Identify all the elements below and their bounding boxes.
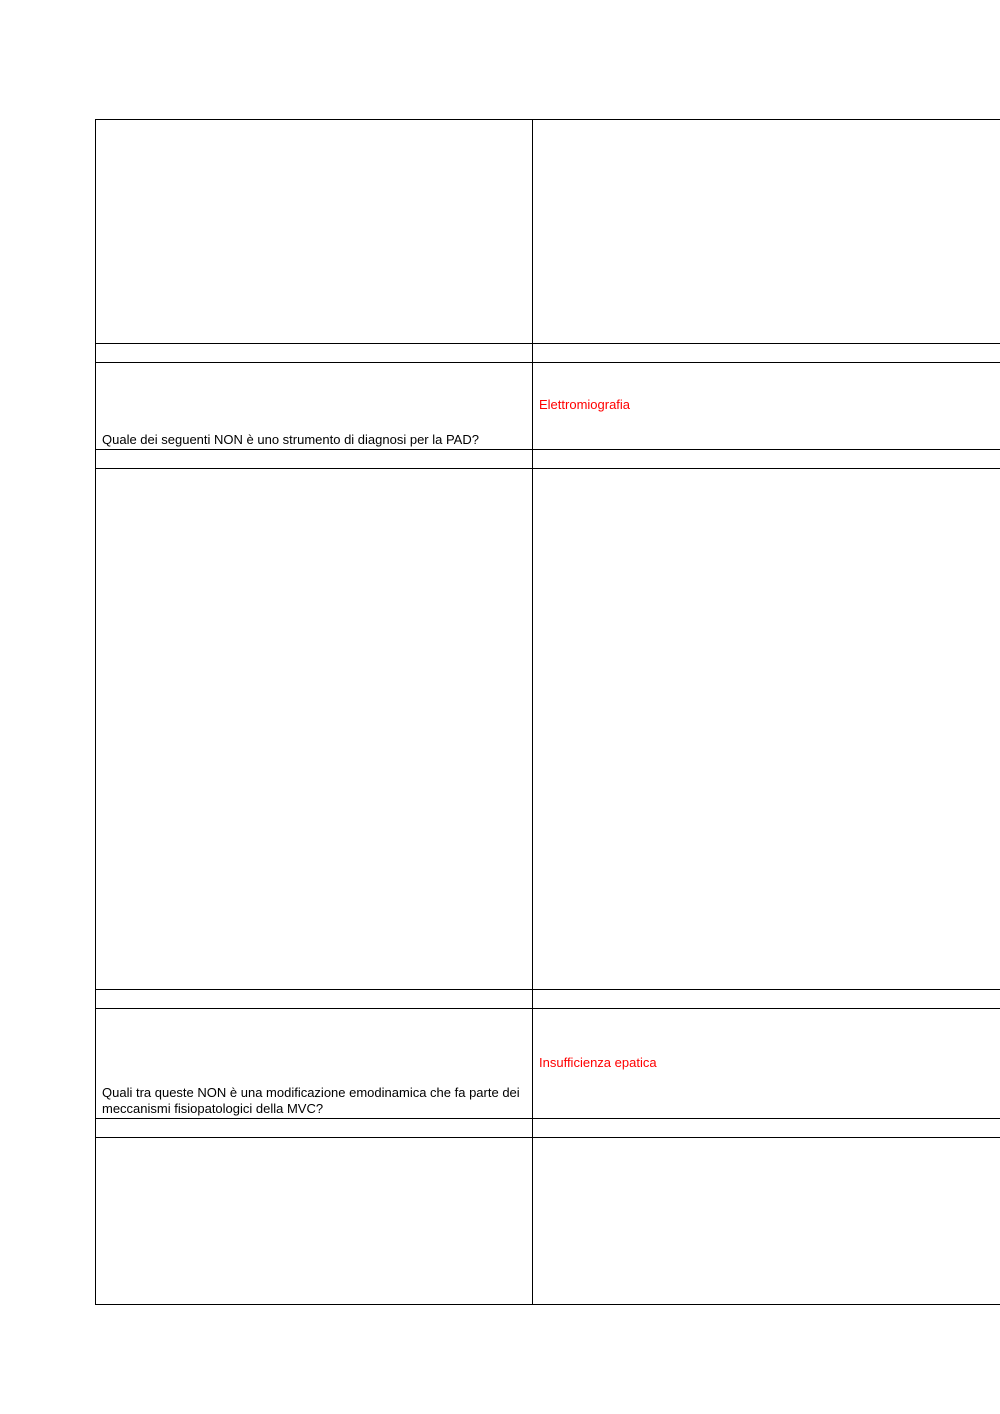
table-row (96, 120, 1000, 344)
quiz-table (95, 119, 1000, 1305)
empty-cell (96, 1118, 533, 1137)
answer-text: Insufficienza epatica (533, 1008, 1000, 1118)
empty-cell (96, 343, 533, 362)
empty-cell (96, 120, 533, 344)
question-row (96, 1008, 1000, 1118)
table-row (96, 1118, 1000, 1137)
empty-cell (533, 450, 1000, 469)
table-row (96, 469, 1000, 990)
question-text: Quale dei seguenti NON è uno strumento di diagnosi per la PAD? (96, 362, 533, 450)
table-row (96, 343, 1000, 362)
empty-cell (96, 989, 533, 1008)
empty-cell (96, 469, 533, 990)
answer-text: Elettromiografia (533, 362, 1000, 450)
table-row (96, 1137, 1000, 1304)
empty-cell (533, 343, 1000, 362)
empty-cell (533, 120, 1000, 344)
empty-cell (533, 1118, 1000, 1137)
empty-cell (533, 1137, 1000, 1304)
empty-cell (533, 469, 1000, 990)
question-row (96, 362, 1000, 450)
table-row (96, 450, 1000, 469)
empty-cell (96, 450, 533, 469)
table-row (96, 989, 1000, 1008)
empty-cell (96, 1137, 533, 1304)
question-text: Quali tra queste NON è una modificazione emodinamica che fa parte dei meccanismi fisiopatologici della MVC? (96, 1008, 533, 1118)
empty-cell (533, 989, 1000, 1008)
